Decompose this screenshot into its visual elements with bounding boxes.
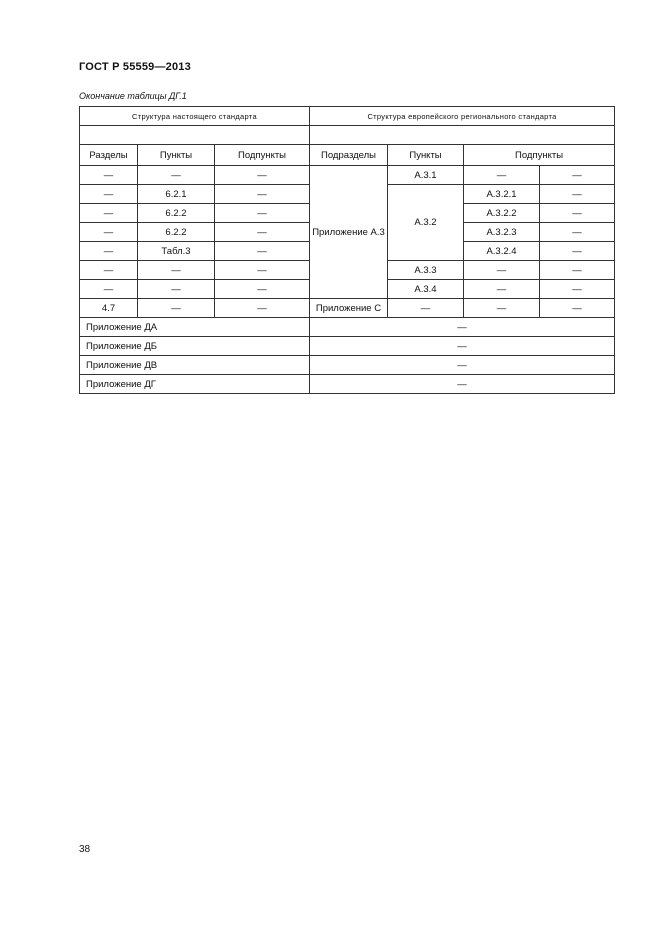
table-cell: — — [215, 261, 310, 280]
table-cell: 4.7 — [80, 299, 138, 318]
table-cell: 6.2.2 — [138, 223, 215, 242]
table-cell: — — [138, 261, 215, 280]
group-header-national: Структура настоящего стандарта — [80, 107, 310, 126]
annex-value: — — [310, 318, 615, 337]
blank-cell-right — [310, 126, 615, 145]
table-cell: Табл.3 — [138, 242, 215, 261]
table-cell: — — [464, 166, 540, 185]
group-header-european: Структура европейского регионального стандарта — [310, 107, 615, 126]
col-header-subsections: Подразделы — [310, 145, 388, 166]
table-cell: — — [138, 166, 215, 185]
table-cell: — — [540, 185, 615, 204]
group-header-row — [80, 107, 615, 126]
table-row — [80, 166, 615, 185]
blank-cell-left — [80, 126, 310, 145]
table-cell: А.3.2.2 — [464, 204, 540, 223]
table-cell: — — [464, 261, 540, 280]
table-cell: 6.2.1 — [138, 185, 215, 204]
table-cell: А.3.3 — [388, 261, 464, 280]
table-cell: — — [80, 223, 138, 242]
table-cell: А.3.2.4 — [464, 242, 540, 261]
page-number: 38 — [79, 844, 91, 855]
annex-label: Приложение ДВ — [80, 356, 310, 375]
table-cell: Приложение С — [310, 299, 388, 318]
table-cell: — — [215, 299, 310, 318]
col-header-subclauses: Подпункты — [215, 145, 310, 166]
table-cell: А.3.4 — [388, 280, 464, 299]
table-cell: А.3.2.1 — [464, 185, 540, 204]
table-row — [80, 299, 615, 318]
merged-cell-annex-a3: Приложение А.3 — [310, 166, 388, 299]
table-caption: Окончание таблицы ДГ.1 — [79, 91, 187, 101]
table-cell: — — [215, 280, 310, 299]
col-header-clauses: Пункты — [138, 145, 215, 166]
table-cell: — — [540, 223, 615, 242]
correspondence-table — [79, 106, 615, 394]
table-cell: — — [215, 223, 310, 242]
table-cell: 6.2.2 — [138, 204, 215, 223]
table-cell: — — [540, 299, 615, 318]
table-cell: — — [138, 299, 215, 318]
document-code: ГОСТ Р 55559—2013 — [79, 61, 191, 73]
table-cell: — — [388, 299, 464, 318]
table-cell: — — [215, 185, 310, 204]
col-header-sections: Разделы — [80, 145, 138, 166]
table-cell: — — [80, 185, 138, 204]
table-cell: — — [540, 204, 615, 223]
blank-row — [80, 126, 615, 145]
table-cell: — — [80, 204, 138, 223]
col-header-eu-subclauses: Подпункты — [464, 145, 615, 166]
table-cell: — — [540, 242, 615, 261]
table-cell: — — [215, 204, 310, 223]
table-cell: — — [540, 261, 615, 280]
table-cell: — — [215, 166, 310, 185]
annex-label: Приложение ДА — [80, 318, 310, 337]
table-cell: — — [80, 261, 138, 280]
table-cell: — — [80, 280, 138, 299]
column-header-row — [80, 145, 615, 166]
annex-value: — — [310, 337, 615, 356]
annex-row — [80, 356, 615, 375]
annex-label: Приложение ДБ — [80, 337, 310, 356]
table-cell: А.3.2.3 — [464, 223, 540, 242]
col-header-eu-clauses: Пункты — [388, 145, 464, 166]
table-cell: — — [464, 280, 540, 299]
table-cell: — — [80, 242, 138, 261]
table-cell: — — [215, 242, 310, 261]
table-cell: — — [540, 280, 615, 299]
annex-value: — — [310, 356, 615, 375]
annex-row — [80, 375, 615, 394]
table-cell: А.3.1 — [388, 166, 464, 185]
table-cell: — — [540, 166, 615, 185]
annex-row — [80, 318, 615, 337]
annex-label: Приложение ДГ — [80, 375, 310, 394]
table-cell: — — [138, 280, 215, 299]
merged-cell-a32: А.3.2 — [388, 185, 464, 261]
table-cell: — — [80, 166, 138, 185]
annex-row — [80, 337, 615, 356]
annex-value: — — [310, 375, 615, 394]
table-cell: — — [464, 299, 540, 318]
